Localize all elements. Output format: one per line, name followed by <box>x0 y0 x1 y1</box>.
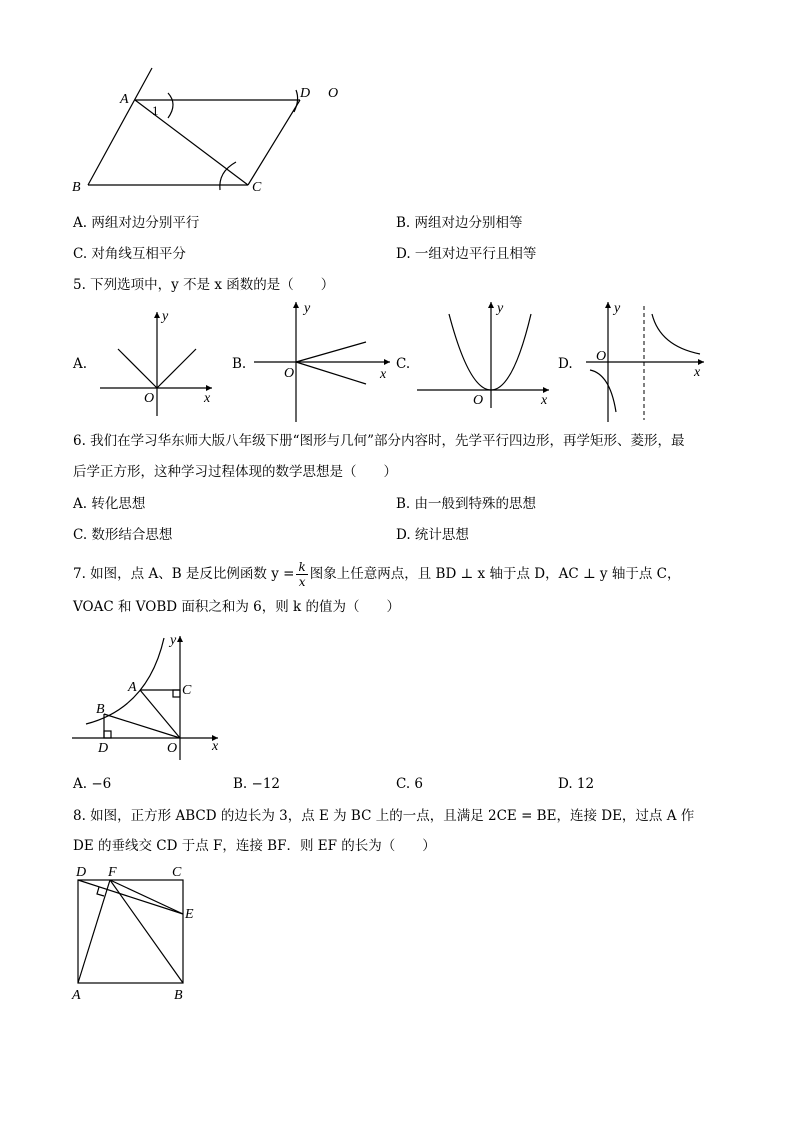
q5-option-B-label[interactable]: B. <box>232 356 247 372</box>
q7-option-D[interactable]: D. 12 <box>558 776 595 792</box>
q4-angle-label: 1 <box>152 103 159 118</box>
q6-stem-line2: 后学正方形，这种学习过程体现的数学思想是（ ） <box>73 464 397 480</box>
q4-option-D[interactable]: D. 一组对边平行且相等 <box>396 246 537 262</box>
q5-graph-C[interactable] <box>413 298 558 410</box>
q5-B-ray-down <box>296 362 366 384</box>
q5-D-y: y <box>614 301 621 316</box>
q7-stem-line2: VOAC 和 VOBD 面积之和为 6，则 k 的值为（ ） <box>73 599 400 615</box>
q7-label-C: C <box>182 683 192 698</box>
q5-A-x: x <box>204 391 211 406</box>
q7-label-O: O <box>167 741 178 756</box>
q5-A-y: y <box>162 309 169 324</box>
q5-B-ray-up <box>296 342 366 362</box>
q4-label-O: O <box>328 86 339 101</box>
q5-A-o: O <box>144 391 155 406</box>
q4-label-D: D <box>300 86 311 101</box>
q5-graph-D[interactable] <box>576 298 711 423</box>
q8-stem-line1: 8. 如图，正方形 ABCD 的边长为 3，点 E 为 BC 上的一点，且满足 2CE = BE，连接 DE，过点 A 作 <box>73 808 695 824</box>
q7-option-A[interactable]: A. −6 <box>73 776 112 792</box>
q7-label-A: A <box>128 680 137 695</box>
q4-option-A[interactable]: A. 两组对边分别平行 <box>73 215 200 231</box>
q4-option-B[interactable]: B. 两组对边分别相等 <box>396 215 523 231</box>
q6-stem-line1: 6. 我们在学习华东师大版八年级下册“图形与几何”部分内容时，先学平行四边形，再学矩形、菱形，最 <box>73 433 685 449</box>
q4-label-B: B <box>72 180 81 195</box>
q7-label-B: B <box>96 702 105 717</box>
q5-D-branch-lower <box>590 370 616 412</box>
q4-option-C[interactable]: C. 对角线互相平分 <box>73 246 186 262</box>
q5-stem: 5. 下列选项中，y 不是 x 函数的是（ ） <box>73 277 335 293</box>
q8-label-D: D <box>76 865 87 880</box>
q7-frac-den: x <box>298 575 306 589</box>
q5-B-x: x <box>380 367 387 382</box>
q5-option-D-label[interactable]: D. <box>558 356 573 372</box>
q8-stem-line2: DE 的垂线交 CD 于点 F，连接 BF．则 EF 的长为（ ） <box>73 838 436 854</box>
q8-label-B: B <box>174 988 183 1003</box>
q5-D-x: x <box>694 365 701 380</box>
q8-label-C: C <box>172 865 182 880</box>
q4-label-A: A <box>120 92 129 107</box>
q5-B-y: y <box>304 301 311 316</box>
q7-figure <box>68 628 233 763</box>
q5-option-C-label[interactable]: C. <box>396 356 411 372</box>
q5-graph-B[interactable] <box>250 298 400 423</box>
q4-figure-lines <box>88 68 300 190</box>
q5-graph-A[interactable] <box>90 308 220 418</box>
q7-stem-part2: 图象上任意两点，且 BD ⊥ x 轴于点 D，AC ⊥ y 轴于点 C， <box>309 566 681 582</box>
q5-A-curve-left <box>118 349 157 388</box>
q8-label-E: E <box>185 907 194 922</box>
q5-B-o: O <box>284 366 295 381</box>
q7-label-x: x <box>212 739 219 754</box>
q7-label-y: y <box>170 633 177 648</box>
q6-option-B[interactable]: B. 由一般到特殊的思想 <box>396 496 537 512</box>
q6-option-C[interactable]: C. 数形结合思想 <box>73 527 173 543</box>
q5-C-o: O <box>473 393 484 408</box>
q7-label-D: D <box>98 741 109 756</box>
q6-option-D[interactable]: D. 统计思想 <box>396 527 469 543</box>
q7-stem-part1: 7. 如图，点 A、B 是反比例函数 y = <box>73 566 295 582</box>
q8-label-F: F <box>108 865 117 880</box>
q5-C-parabola <box>449 314 531 390</box>
q5-A-curve-right <box>157 349 196 388</box>
q5-D-branch-upper <box>652 314 700 354</box>
q5-option-A-label[interactable]: A. <box>73 356 88 372</box>
q8-label-A: A <box>72 988 81 1003</box>
q7-stem-line1 <box>73 560 680 589</box>
q7-frac-num: k <box>298 560 306 574</box>
q8-figure <box>68 860 208 1005</box>
q5-C-x: x <box>541 393 548 408</box>
q4-figure <box>60 60 360 200</box>
q7-option-C[interactable]: C. 6 <box>396 776 424 792</box>
q5-D-o: O <box>596 349 607 364</box>
q6-option-A[interactable]: A. 转化思想 <box>73 496 146 512</box>
q7-option-B[interactable]: B. −12 <box>233 776 280 792</box>
q4-label-C: C <box>252 180 262 195</box>
q7-fraction <box>296 560 307 589</box>
q5-C-y: y <box>497 301 504 316</box>
